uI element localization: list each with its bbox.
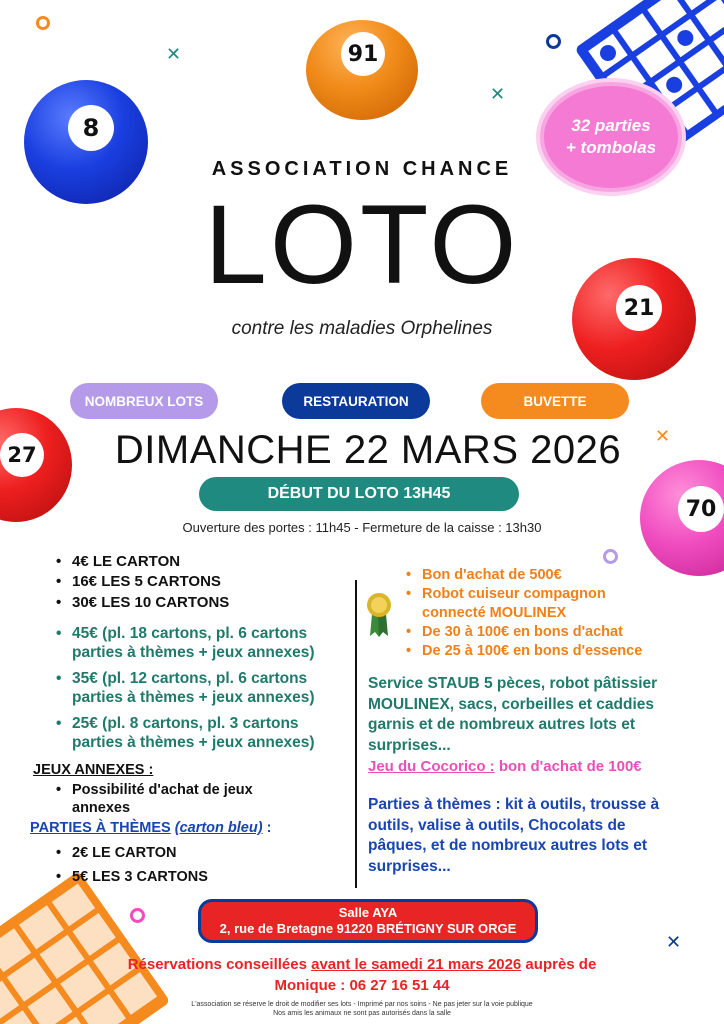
jeux-annexes-title: JEUX ANNEXES :	[33, 762, 154, 778]
start-time-banner: DÉBUT DU LOTO 13H45	[199, 477, 519, 511]
list-item: • 30€ LES 10 CARTONS	[52, 592, 229, 614]
package-line: parties à thèmes + jeux annexes)	[72, 734, 315, 751]
pill-buvette: BUVETTE	[481, 383, 629, 419]
pink-ring-decoration	[130, 908, 145, 923]
list-item: • 5€ LES 3 CARTONS	[52, 867, 208, 891]
package-line: 25€ (pl. 8 cartons, pl. 3 cartons	[72, 715, 299, 732]
navy-ring-decoration	[546, 34, 561, 49]
sparkle-icon: ✕	[166, 44, 182, 65]
list-item: • 2€ LE CARTON	[52, 843, 208, 867]
themes-title-colon: :	[262, 820, 272, 836]
parties-line: outils, valise à outils, Chocolats de	[368, 816, 626, 834]
ball-91	[306, 20, 418, 120]
parties-line: Parties à thèmes : kit à outils, trousse à	[368, 796, 660, 813]
package-line: parties à thèmes + jeux annexes)	[72, 644, 315, 661]
sparkle-icon: ✕	[655, 426, 671, 447]
purple-ring-decoration	[603, 549, 618, 564]
prize-line: connecté MOULINEX	[422, 605, 567, 621]
ball-number: 70	[678, 486, 724, 532]
package-line: 35€ (pl. 12 cartons, pl. 6 cartons	[72, 670, 308, 687]
sparkle-icon: ✕	[666, 932, 682, 953]
parties-line: pâques, et de nombreux autres lots et	[368, 837, 648, 854]
sparkle-icon: ✕	[490, 84, 506, 105]
ball-70	[640, 460, 724, 576]
ball-number: 8	[68, 105, 114, 151]
prize-list	[406, 566, 642, 661]
jeux-line: Possibilité d'achat de jeux	[72, 782, 253, 798]
association-name: ASSOCIATION CHANCE	[211, 158, 513, 180]
list-item: • De 25 à 100€ en bons d'essence	[406, 642, 642, 661]
badge-line-1: 32 parties	[571, 116, 651, 135]
list-item: • De 30 à 100€ en bons d'achat	[406, 623, 642, 642]
reservation-pre: Réservations conseillées	[127, 956, 312, 973]
themed-prizes	[368, 795, 698, 877]
ball-number: 91	[341, 32, 385, 76]
list-item	[406, 585, 642, 623]
staub-line: surprises...	[368, 736, 451, 754]
staub-line: garnis et de nombreux autres lots et	[368, 716, 636, 733]
package-list	[52, 624, 315, 759]
staub-line: Service STAUB 5 pèces, robot pâtissier	[368, 675, 658, 692]
pill-nombreux-lots: NOMBREUX LOTS	[70, 383, 218, 419]
column-divider	[355, 580, 357, 888]
list-item: • Bon d'achat de 500€	[406, 566, 642, 585]
jeux-line: annexes	[72, 800, 131, 816]
ball-number: 21	[616, 285, 662, 331]
footer-line: Nos amis les animaux ne sont pas autorisés dans la salle	[273, 1010, 451, 1017]
footer-line: L'association se réserve le droit de modifier ses lots - Imprimé par nos soins - Ne pas jeter sur la voie publique	[191, 1001, 533, 1008]
page-title: LOTO	[204, 182, 520, 307]
cocorico-text: bon d'achat de 100€	[494, 758, 642, 775]
orange-ring-decoration	[36, 16, 50, 30]
prize-line: Robot cuiseur compagnon	[422, 586, 606, 602]
list-item	[52, 624, 315, 662]
venue-address: 2, rue de Bretagne 91220 BRÉTIGNY SUR ORGE	[219, 921, 517, 936]
list-item	[52, 714, 315, 752]
ball-number: 27	[0, 433, 44, 477]
reservation-date: avant le samedi 21 mars 2026	[311, 956, 522, 973]
jeux-annexes-item	[52, 781, 312, 817]
list-item	[52, 669, 315, 707]
pill-restauration: RESTAURATION	[282, 383, 430, 419]
package-line: parties à thèmes + jeux annexes)	[72, 689, 315, 706]
reservation-info	[30, 954, 694, 996]
venue-name: Salle AYA	[338, 905, 398, 920]
reservation-post: auprès de	[521, 956, 597, 973]
cocorico-label: Jeu du Cocorico :	[368, 758, 495, 775]
themes-title	[30, 820, 271, 836]
staub-prizes	[368, 674, 698, 756]
subtitle: contre les maladies Orphelines	[231, 318, 493, 339]
themes-price-list	[52, 843, 208, 891]
footer-disclaimer	[0, 1000, 724, 1018]
staub-line: MOULINEX, sacs, corbeilles et caddies	[368, 695, 655, 713]
parties-line: surprises...	[368, 857, 451, 875]
reservation-contact: Monique : 06 27 16 51 44	[274, 977, 450, 994]
venue-address-box	[198, 899, 538, 943]
event-date: DIMANCHE 22 MARS 2026	[114, 428, 622, 472]
package-line: 45€ (pl. 18 cartons, pl. 6 cartons	[72, 625, 308, 642]
price-list	[52, 552, 229, 614]
medal-icon	[366, 592, 392, 638]
list-item: • 4€ LE CARTON	[52, 552, 229, 572]
cocorico-prize	[368, 758, 642, 775]
themes-title-paren: (carton bleu)	[174, 820, 263, 836]
badge-line-2: + tombolas	[565, 138, 657, 157]
themes-title-text: PARTIES À THÈMES	[30, 820, 171, 836]
opening-hours: Ouverture des portes : 11h45 - Fermeture de la caisse : 13h30	[182, 520, 542, 535]
list-item: • 16€ LES 5 CARTONS	[52, 572, 229, 592]
